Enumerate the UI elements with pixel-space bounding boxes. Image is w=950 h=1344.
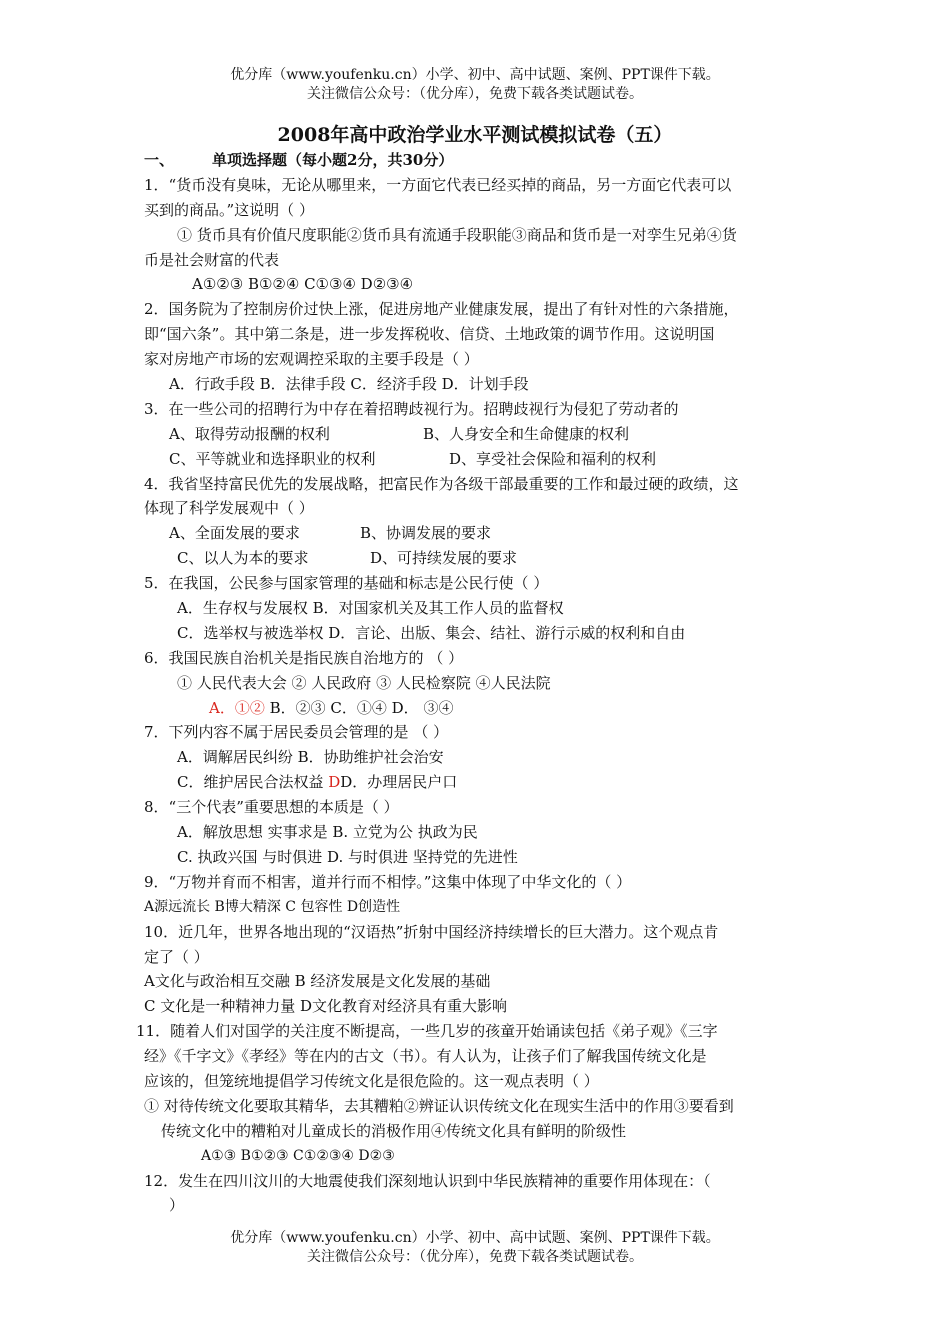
q11-stem-line-3: 应该的，但笼统地提倡学习传统文化是很危险的。这一观点表明（ ）: [144, 1071, 599, 1090]
q12-stem-line-1: 12．发生在四川汶川的大地震使我们深刻地认识到中华民族精神的重要作用体现在：（: [144, 1171, 711, 1190]
q4-stem-line-1: 4．我省坚持富民优先的发展战略，把富民作为各级干部最重要的工作和最过硬的政绩，这: [144, 474, 739, 493]
q4-option-b: B、协调发展的要求: [360, 524, 492, 543]
q1-stem-line-2: 买到的商品。”这说明（ ）: [144, 200, 314, 219]
q3-option-a: A、取得劳动报酬的权利: [169, 424, 330, 443]
q8-options-ab: A．解放思想 实事求是 B. 立党为公 执政为民: [177, 823, 478, 842]
q1-stem-line-1: 1．“货币没有臭味，无论从哪里来，一方面它代表已经买掉的商品，另一方面它代表可以: [144, 175, 732, 194]
q12-stem-line-2: ）: [169, 1196, 185, 1215]
q4-option-a: A、全面发展的要求: [169, 524, 300, 543]
q11-stem-line-2: 经》《千字文》《孝经》等在内的古文（书）。有人认为，让孩子们了解我国传统文化是: [144, 1047, 707, 1066]
q3-stem: 3．在一些公司的招聘行为中存在着招聘歧视行为。招聘歧视行为侵犯了劳动者的: [144, 399, 679, 418]
q7-option-c: C．维护居民合法权益: [177, 773, 329, 792]
exam-title: 2008年高中政治学业水平测试模拟试卷（五）: [277, 124, 673, 146]
q5-stem: 5．在我国，公民参与国家管理的基础和标志是公民行使（ ）: [144, 574, 549, 593]
footer-line-2: 关注微信公众号：（优分库），免费下载各类试题试卷。: [307, 1249, 643, 1265]
q1-items-line-2: 币是社会财富的代表: [144, 250, 280, 269]
q8-options-cd: C. 执政兴国 与时俱进 D. 与时俱进 坚持党的先进性: [177, 847, 518, 866]
q3-option-b: B、人身安全和生命健康的权利: [423, 424, 630, 443]
q3-option-d: D、享受社会保险和福利的权利: [449, 449, 657, 468]
q6-stem: 6．我国民族自治机关是指民族自治地方的 （ ）: [144, 648, 464, 667]
q3-option-c: C、平等就业和选择职业的权利: [169, 449, 376, 468]
q11-items-line-2: 传统文化中的糟粕对儿童成长的消极作用④传统文化具有鲜明的阶级性: [161, 1121, 627, 1140]
section-number: 一、: [144, 151, 175, 169]
q11-stem-line-1: 11．随着人们对国学的关注度不断提高，一些几岁的孩童开始诵读包括《弟子观》《三字: [136, 1022, 718, 1041]
q10-options-ab: A文化与政治相互交融 B 经济发展是文化发展的基础: [144, 972, 491, 991]
q2-options: A．行政手段 B．法律手段 C．经济手段 D．计划手段: [169, 375, 529, 394]
q10-stem-line-1: 10．近几年，世界各地出现的“汉语热”折射中国经济持续增长的巨大潜力。这个观点肯: [144, 922, 719, 941]
header-line-2: 关注微信公众号：（优分库），免费下载各类试题试卷。: [307, 86, 643, 102]
q9-stem: 9．“万物并育而不相害，道并行而不相悖。”这集中体现了中华文化的（ ）: [144, 872, 632, 891]
section-heading: [144, 148, 809, 173]
q6-option-a-highlighted: A．①②: [209, 698, 265, 717]
q5-options-cd: C．选举权与被选举权 D．言论、出版、集会、结社、游行示威的权利和自由: [177, 623, 686, 642]
section-label: 单项选择题（每小题2分，共30分）: [212, 151, 454, 169]
page-footer: [0, 1229, 950, 1267]
q6-options-rest: B．②③ C．①④ D． ③④: [264, 698, 454, 717]
q10-options-cd: C 文化是一种精神力量 D文化教育对经济具有重大影响: [144, 997, 508, 1016]
q10-stem-line-2: 定了（ ）: [144, 947, 209, 966]
q7-options-cd: [144, 770, 809, 795]
q11-options: A①③ B①②③ C①②③④ D②③: [201, 1147, 395, 1164]
q4-option-d: D、可持续发展的要求: [370, 549, 518, 568]
q7-option-d-letter: D: [328, 773, 341, 792]
q3-options-cd: [144, 447, 809, 472]
q6-options: [144, 696, 809, 721]
q8-stem: 8．“三个代表”重要思想的本质是（ ）: [144, 798, 399, 817]
page-header: [0, 66, 950, 104]
q2-stem-line-3: 家对房地产市场的宏观调控采取的主要手段是（ ）: [144, 350, 479, 369]
q6-items: ① 人民代表大会 ② 人民政府 ③ 人民检察院 ④人民法院: [177, 673, 551, 692]
q9-options: A源远流长 B博大精深 C 包容性 D创造性: [144, 898, 401, 915]
q7-stem: 7．下列内容不属于居民委员会管理的是 （ ）: [144, 723, 449, 742]
q4-options-cd: [144, 546, 809, 571]
header-line-1: 优分库（www.youfenku.cn）小学、初中、高中试题、案例、PPT课件下载。: [230, 67, 720, 83]
q2-stem-line-2: 即“国六条”。其中第二条是，进一步发挥税收、信贷、土地政策的调节作用。这说明国: [144, 325, 715, 344]
footer-line-1: 优分库（www.youfenku.cn）小学、初中、高中试题、案例、PPT课件下载。: [230, 1230, 720, 1246]
q4-options-ab: [144, 521, 809, 546]
exam-body: [136, 148, 809, 1218]
q4-stem-line-2: 体现了科学发展观中（ ）: [144, 499, 314, 518]
q11-items-line-1: ① 对待传统文化要取其精华，去其糟粕②辨证认识传统文化在现实生活中的作用③要看到: [144, 1096, 734, 1115]
q3-options-ab: [144, 422, 809, 447]
q7-options-ab: A．调解居民纠纷 B．协助维护社会治安: [177, 748, 444, 767]
q1-items-line-1: ① 货币具有价值尺度职能②货币具有流通手段职能③商品和货币是一对孪生兄弟④货: [177, 225, 737, 244]
q5-options-ab: A．生存权与发展权 B．对国家机关及其工作人员的监督权: [177, 599, 564, 618]
q1-options: A①②③ B①②④ C①③④ D②③④: [192, 275, 414, 294]
q7-option-d: D．办理居民户口: [340, 773, 458, 792]
q4-option-c: C、以人为本的要求: [177, 549, 309, 568]
q2-stem-line-1: 2．国务院为了控制房价过快上涨，促进房地产业健康发展，提出了有针对性的六条措施，: [144, 300, 739, 319]
